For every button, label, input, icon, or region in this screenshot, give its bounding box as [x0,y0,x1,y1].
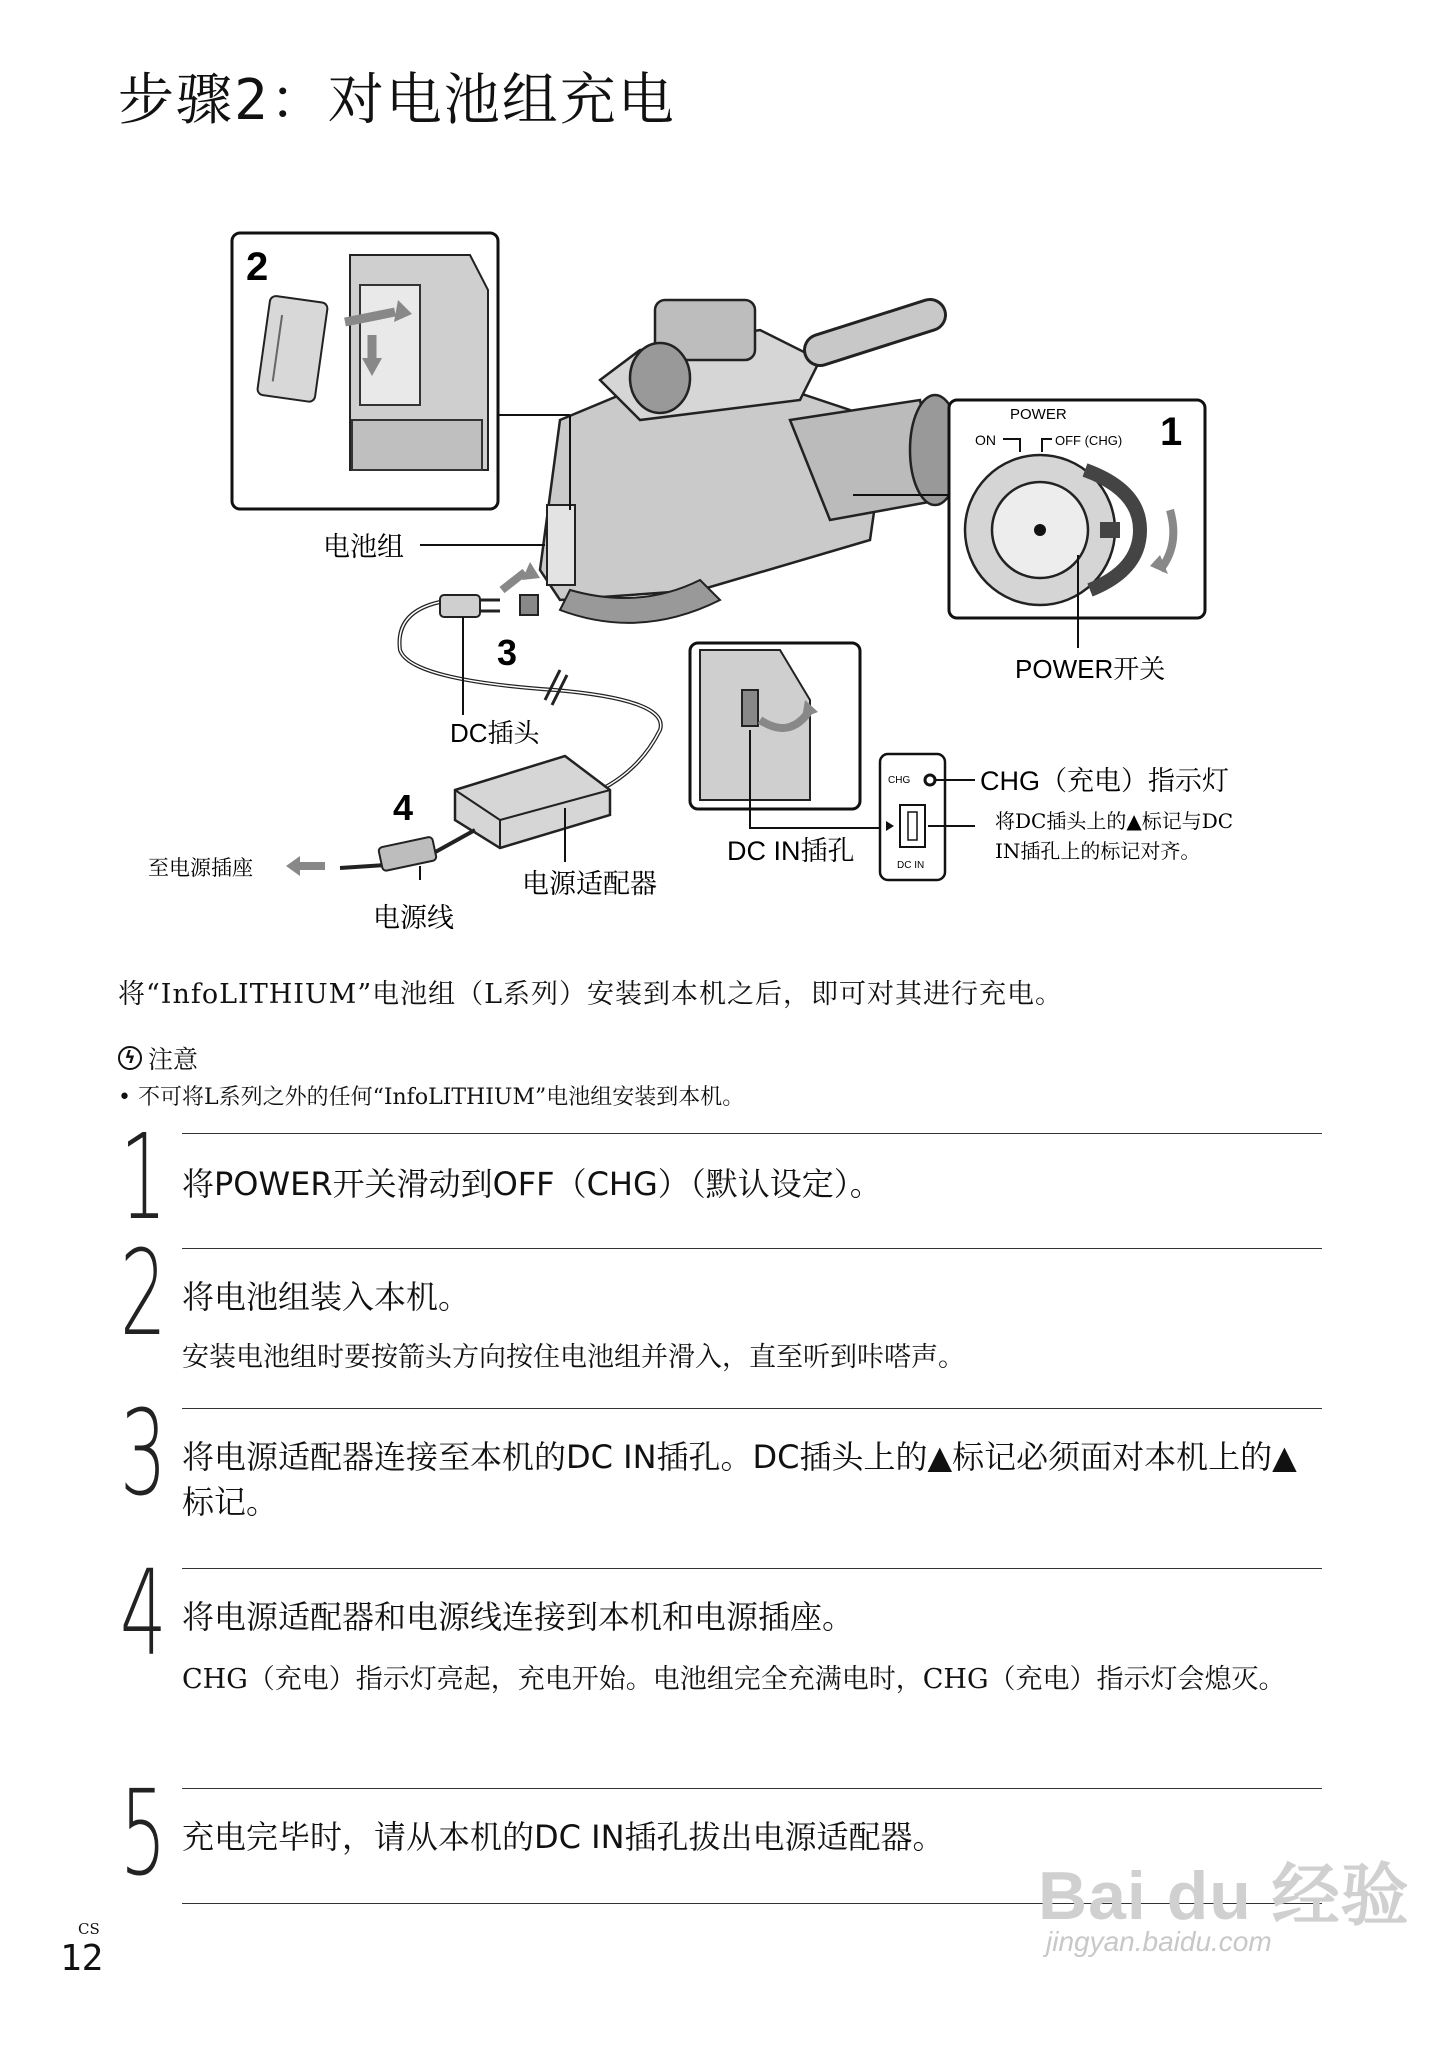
adapter-label: 电源适配器 [522,869,657,899]
step-divider [182,1248,1322,1249]
step-detail: CHG（充电）指示灯亮起，充电开始。电池组完全充满电时，CHG（充电）指示灯会熄灭。 [182,1664,1286,1695]
step-detail: 安装电池组时要按箭头方向按住电池组并滑入，直至听到咔嗒声。 [182,1342,965,1373]
step-instruction: 将电源适配器连接至本机的DC IN插孔。DC插头上的▲标记必须面对本机上的▲标记。 [182,1438,1297,1521]
dcin-panel [880,754,945,880]
page-number: 12 [60,1938,104,1979]
callout-4: 4 [393,787,414,828]
charging-diagram [140,225,1310,945]
svg-text:将DC插头上的▲标记与DC: 将DC插头上的▲标记与DC [995,809,1234,833]
step-divider [182,1133,1322,1134]
cord-label: 电源线 [373,903,454,933]
page-lang-code: CS [78,1920,100,1938]
step-divider [182,1568,1322,1569]
step-number: 1 [120,1108,167,1246]
dc-plug-label: DC插头 [450,718,540,748]
step-number: 5 [120,1764,167,1902]
step-number: 2 [120,1224,167,1362]
watermark-brand: Bai du 经验 [1038,1858,1410,1934]
callout-1: 1 [1160,410,1183,454]
caution-icon: ϟ [118,1046,142,1070]
note-heading [118,1040,198,1076]
callout-3: 3 [497,632,518,673]
off-label: OFF (CHG) [1055,433,1123,448]
on-label: ON [975,432,996,448]
callout-2: 2 [246,245,269,289]
step-instruction: 将电池组装入本机。 [182,1278,471,1316]
chg-small-label: CHG [888,775,911,786]
step-instruction: 将电源适配器和电源线连接到本机和电源插座。 [182,1598,855,1636]
step-divider [182,1408,1322,1409]
chg-lamp-label: CHG（充电）指示灯 [980,766,1229,796]
power-switch-label: POWER开关 [1015,654,1166,684]
inset-power-switch [949,400,1205,648]
step-instruction: 将POWER开关滑动到OFF（CHG）（默认设定）。 [182,1165,882,1203]
watermark-url: jingyan.baidu.com [1046,1926,1272,1957]
inset-battery-insert [232,233,498,509]
inset-dcin-jack [690,643,880,828]
dcin-small-label: DC IN [897,860,925,871]
battery-label: 电池组 [323,532,404,562]
page-title: 步骤2：对电池组充电 [118,68,676,133]
note-item: • 不可将L系列之外的任何“InfoLITHIUM”电池组安装到本机。 [118,1085,745,1110]
intro-text: 将“InfoLITHIUM”电池组（L系列）安装到本机之后，即可对其进行充电。 [118,979,1064,1010]
svg-text:IN插孔上的标记对齐。: IN插孔上的标记对齐。 [995,839,1201,863]
step-divider [182,1788,1322,1789]
step-number: 4 [120,1544,167,1682]
baidu-watermark [1022,1838,1410,1968]
outlet-label: 至电源插座 [148,856,253,880]
step-number: 3 [120,1384,167,1522]
note-heading-text: 注意 [148,1045,199,1074]
dcin-jack-label: DC IN插孔 [727,836,855,866]
power-label: POWER [1010,406,1067,423]
step-instruction: 充电完毕时，请从本机的DC IN插孔拔出电源适配器。 [182,1818,945,1856]
